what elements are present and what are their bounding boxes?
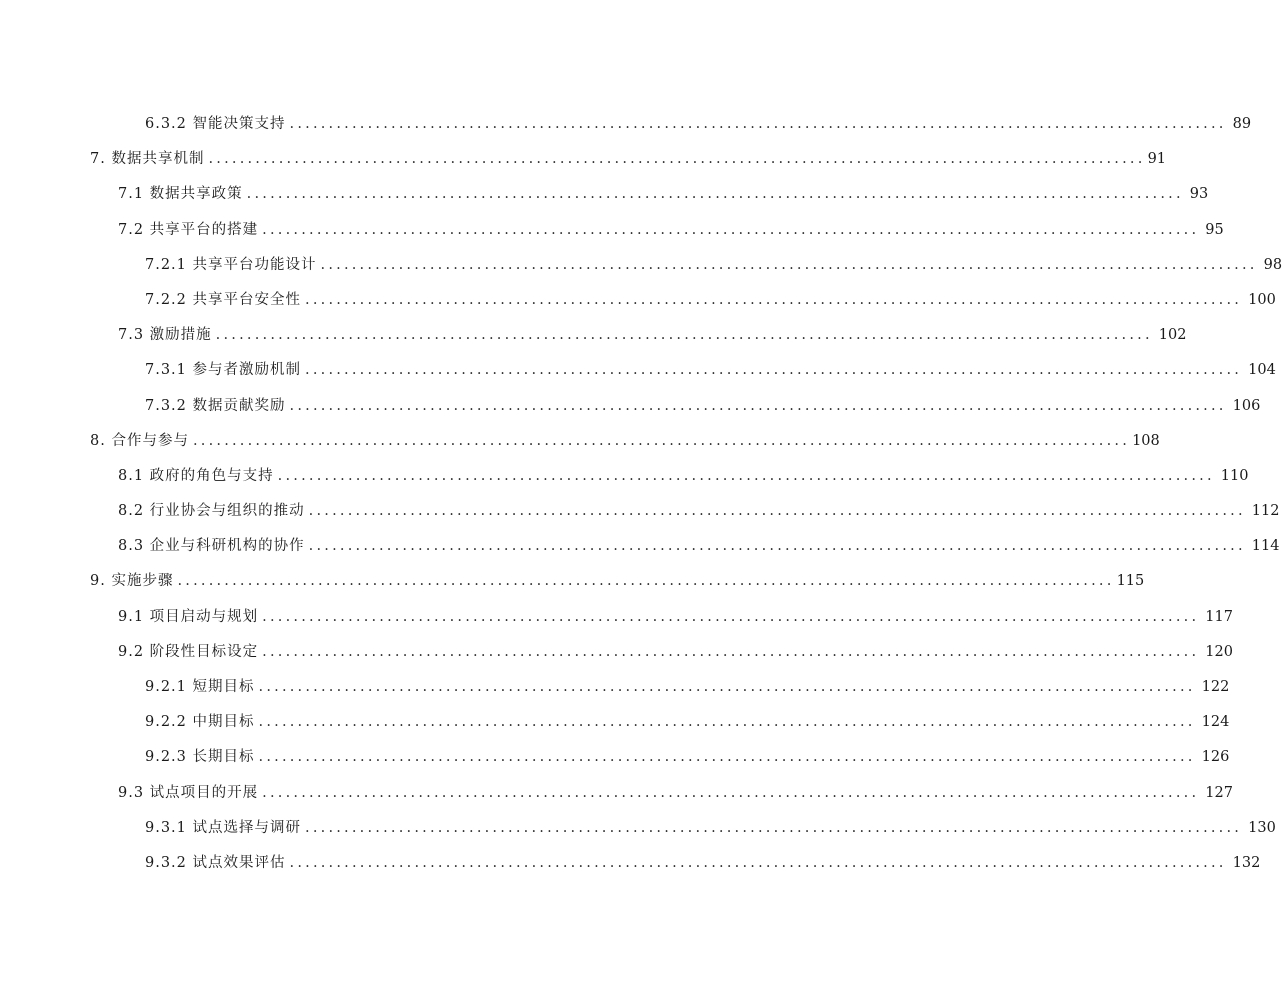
dot-leader: ........................................................................................................................: [308, 503, 1246, 520]
dot-leader: ........................................................................................................................: [262, 608, 1200, 625]
toc-entry-label: 7. 数据共享机制: [90, 151, 205, 168]
toc-entry-page: 93: [1189, 186, 1209, 203]
toc-entry[interactable]: [0, 353, 1276, 388]
dot-leader: ........................................................................................................................: [289, 116, 1227, 132]
toc-entry-label: 9.2.2 中期目标: [145, 714, 255, 731]
toc-entry-page: 120: [1205, 643, 1233, 660]
dot-leader: ........................................................................................................................: [305, 291, 1243, 308]
dot-leader: ........................................................................................................................: [258, 679, 1196, 695]
toc-entry-label: 9.2.1 短期目标: [145, 679, 255, 695]
dot-leader: ........................................................................................................................: [192, 432, 1131, 449]
toc-entry-label: 9. 实施步骤: [90, 573, 174, 590]
toc-entry-page: 104: [1248, 362, 1276, 379]
dot-leader: ........................................................................................................................: [215, 327, 1153, 344]
toc-entry-label: 9.2 阶段性目标设定: [118, 643, 259, 660]
toc-entry-page: 102: [1158, 327, 1187, 344]
toc-entry-label: 7.1 数据共享政策: [118, 186, 243, 203]
toc-entry-page: 106: [1232, 397, 1261, 414]
toc-entry[interactable]: [0, 529, 1280, 564]
toc-entry-label: 8.1 政府的角色与支持: [118, 467, 274, 484]
dot-leader: ........................................................................................................................: [305, 362, 1243, 379]
dot-leader: ........................................................................................................................: [289, 854, 1227, 871]
dot-leader: ........................................................................................................................: [246, 186, 1184, 203]
toc-entry[interactable]: [0, 635, 1233, 670]
dot-leader: ........................................................................................................................: [258, 714, 1196, 731]
toc-entry[interactable]: [0, 177, 1209, 212]
toc-entry[interactable]: [0, 776, 1233, 811]
toc-entry[interactable]: [0, 283, 1276, 318]
toc-entry-page: 115: [1116, 573, 1145, 590]
toc-entry-page: 127: [1205, 784, 1233, 801]
toc-entry-label: 8.2 行业协会与组织的推动: [118, 503, 305, 520]
toc-entry[interactable]: [0, 459, 1249, 494]
toc-entry-label: 9.3.1 试点选择与调研: [145, 819, 302, 836]
toc-entry-label: 8. 合作与参与: [90, 432, 189, 449]
table-of-contents: [0, 107, 1282, 881]
toc-entry-page: 130: [1248, 819, 1276, 836]
toc-entry[interactable]: [0, 389, 1261, 424]
dot-leader: ........................................................................................................................: [305, 819, 1243, 836]
toc-entry-page: 112: [1251, 503, 1280, 520]
toc-entry[interactable]: [0, 600, 1233, 635]
toc-entry-label: 9.3.2 试点效果评估: [145, 854, 286, 871]
dot-leader: ........................................................................................................................: [320, 256, 1258, 273]
toc-entry-label: 7.2.1 共享平台功能设计: [145, 256, 317, 273]
toc-entry-page: 117: [1205, 608, 1233, 625]
toc-entry-page: 132: [1232, 854, 1261, 871]
toc-entry[interactable]: [0, 811, 1276, 846]
toc-entry-page: 124: [1201, 714, 1230, 731]
toc-entry[interactable]: [0, 670, 1230, 705]
dot-leader: ........................................................................................................................: [262, 784, 1200, 801]
dot-leader: ........................................................................................................................: [308, 538, 1246, 555]
toc-entry-label: 7.2 共享平台的搭建: [118, 221, 259, 238]
dot-leader: ........................................................................................................................: [289, 397, 1227, 414]
toc-entry-page: 122: [1201, 679, 1230, 695]
toc-entry-label: 7.3.1 参与者激励机制: [145, 362, 302, 379]
toc-entry-page: 89: [1232, 116, 1252, 132]
toc-entry[interactable]: [0, 107, 1252, 142]
dot-leader: ........................................................................................................................: [258, 749, 1196, 766]
toc-entry[interactable]: [0, 740, 1230, 775]
toc-entry[interactable]: [0, 318, 1187, 353]
toc-entry-label: 7.3.2 数据贡献奖励: [145, 397, 286, 414]
toc-entry-page: 108: [1132, 432, 1160, 449]
toc-entry-label: 9.3 试点项目的开展: [118, 784, 259, 801]
toc-entry-label: 7.2.2 共享平台安全性: [145, 291, 302, 308]
dot-leader: ........................................................................................................................: [177, 573, 1115, 590]
toc-entry-page: 110: [1220, 467, 1249, 484]
toc-entry[interactable]: [0, 424, 1160, 459]
toc-entry-page: 95: [1205, 221, 1224, 238]
dot-leader: ........................................................................................................................: [208, 151, 1146, 168]
toc-entry-page: 91: [1147, 151, 1167, 168]
dot-leader: ........................................................................................................................: [262, 643, 1200, 660]
toc-entry-label: 8.3 企业与科研机构的协作: [118, 538, 305, 555]
toc-entry-label: 9.1 项目启动与规划: [118, 608, 259, 625]
toc-entry-page: 114: [1251, 538, 1280, 555]
toc-entry[interactable]: [0, 248, 1282, 283]
toc-entry-page: 98: [1263, 256, 1282, 273]
toc-entry[interactable]: [0, 213, 1224, 248]
toc-entry[interactable]: [0, 564, 1145, 599]
toc-entry[interactable]: [0, 142, 1167, 177]
dot-leader: ........................................................................................................................: [277, 467, 1215, 484]
toc-entry-label: 6.3.2 智能决策支持: [145, 116, 286, 132]
toc-entry-page: 126: [1201, 749, 1230, 766]
dot-leader: ........................................................................................................................: [262, 221, 1200, 238]
toc-entry-label: 9.2.3 长期目标: [145, 749, 255, 766]
toc-entry[interactable]: [0, 494, 1280, 529]
toc-entry-page: 100: [1248, 291, 1276, 308]
toc-entry-label: 7.3 激励措施: [118, 327, 212, 344]
toc-entry[interactable]: [0, 846, 1261, 881]
toc-entry[interactable]: [0, 705, 1230, 740]
